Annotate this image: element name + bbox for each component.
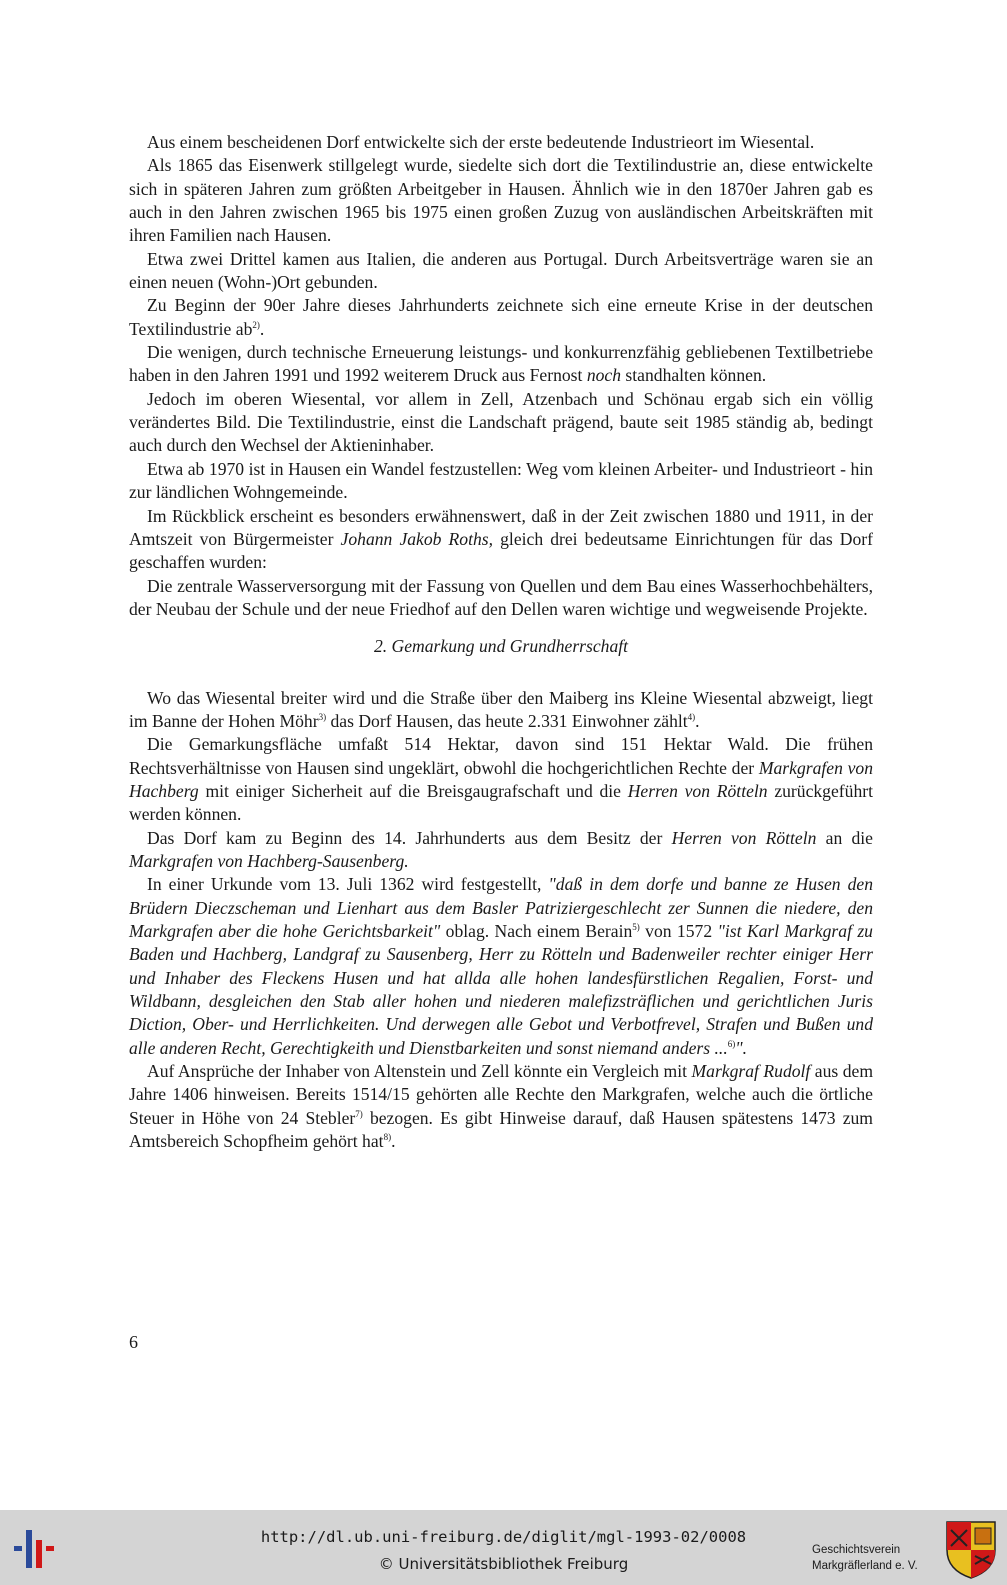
- permalink-url[interactable]: http://dl.ub.uni-freiburg.de/diglit/mgl-1993-02/0008: [260, 1528, 747, 1546]
- paragraph: Zu Beginn der 90er Jahre dieses Jahrhunderts zeichnete sich eine erneute Krise in der deutschen Textilindustrie $ab^{2)}$.: [129, 295, 873, 339]
- paragraph: Jedoch im oberen Wiesental, vor allem in Zell, Atzenbach und Schönau ergab sich ein völlig verändertes Bild. Die Textilindustrie, einst die Landschaft prägend, baute seit 1985 ständig ab, bedingt auch durch den Wechsel der Aktieninhaber.: [129, 388, 873, 456]
- copyright-notice: © Universitätsbibliothek Freiburg: [378, 1555, 629, 1573]
- coat-of-arms-icon: [945, 1520, 997, 1580]
- paragraph: Etwa ab 1970 ist in Hausen ein Wandel festzustellen: Weg vom kleinen Arbeiter- und Industrieort - hin zur ländlichen Wohngemeinde.: [129, 458, 873, 503]
- footnote-ref: 6): [727, 1038, 736, 1049]
- footnote-ref: 2): [252, 319, 260, 330]
- footnote-ref: 8): [383, 1132, 392, 1143]
- paragraph: Auf Ansprüche der Inhaber von Altenstein und Zell könnte ein Vergleich mit Markgraf Rudolf aus dem Jahre 1406 hinweisen. Bereits 1514/15 gehörten alle Rechte den Markgrafen, welche auch die örtliche Steuer in Höhe von 24 Stebler$^{7)}$ bezogen. Es gibt Hinweise darauf, daß Hausen spätestens 1473 zum Amtsbereich Schopfheim gehört hat$^{8)}$.: [129, 1061, 874, 1152]
- viewer-footer: [0, 1510, 1007, 1585]
- paragraph: Aus einem bescheidenen Dorf entwickelte sich der erste bedeutende Industrieort im Wiesental.: [147, 132, 815, 152]
- footnote-ref: 7): [355, 1108, 363, 1119]
- page-number: 6: [129, 1332, 138, 1352]
- paragraph: Die Gemarkungsfläche umfaßt 514 Hektar, davon sind 151 Hektar Wald. Die frühen Rechtsverhältnisse von Hausen sind ungeklärt, obwohl die hochgerichtlichen Rechte der Markgrafen von Hachberg mit einiger Sicherheit auf die Breisgaugrafschaft und die Herren von Rötteln zurückgeführt werden können.: [129, 734, 873, 825]
- paragraph: Die wenigen, durch technische Erneuerung leistungs- und konkurrenzfähig gebliebenen Textilbetriebe haben in den Jahren 1991 und 1992 weiterem Druck aus Fernost noch standhalten können.: [129, 342, 873, 386]
- section-heading: 2. Gemarkung und Grundherrschaft: [373, 636, 629, 657]
- paragraph: Im Rückblick erscheint es besonders erwähnenswert, daß in der Zeit zwischen 1880 und 1911, in der Amtszeit von Bürgermeister Johann Jakob Roths, gleich drei bedeutsame Einrichtungen für das Dorf geschaffen wurden:: [129, 505, 873, 573]
- society-name: Geschichtsverein Markgräflerland e. V.: [812, 1544, 918, 1572]
- footnote-ref: 4): [687, 711, 696, 722]
- paragraph: In einer Urkunde vom 13. Juli 1362 wird festgestellt, "daß in dem dorfe und banne ze Husen den Brüdern Dieczscheman und Lienhart aus dem Basler Patriziergeschlecht zer Sunnen die niedere, den Markgrafen aber die hohe Gerichtsbarkeit" oblag. Nach einem Berain$^{5)}$ von 1572 "ist Karl Markgraf zu Baden und Hachberg, Landgraf zu Sausenberg, Herr zu Rötteln und Badenweiler rechter einiger Herr und Inhaber des Fleckens Husen und hat allda alle hohen landesfürstlichen Regalien, Forst- und Wildbann, desgleichen den Stab aller hohen und niederen malefizsträflichen und gerichtlichen Juris Diction, Ober- und Herrlichkeiten. Und derwegen alle Gebot und Verbotfrevel, Strafen und Bußen und alle anderen Recht, Gerechtigkeith und Dienstbarkeiten und sonst niemand anders ...$^{6)}$".: [129, 874, 873, 1058]
- paragraph: Das Dorf kam zu Beginn des 14. Jahrhunderts aus dem Besitz der Herren von Rötteln an die Markgrafen von Hachberg-Sausenberg.: [129, 827, 873, 871]
- paragraph: Wo das Wiesental breiter wird und die Straße über den Maiberg ins Kleine Wiesental abzweigt, liegt im Banne der Hohen Möhr$^{3)}$ das Dorf Hausen, das heute 2.331 Einwohner zählt$^{4)}$.: [129, 687, 873, 731]
- paragraph: Etwa zwei Drittel kamen aus Italien, die anderen aus Portugal. Durch Arbeitsverträge waren sie an einen neuen (Wohn-)Ort gebunden.: [129, 248, 873, 293]
- paragraph: Die zentrale Wasserversorgung mit der Fassung von Quellen und dem Bau eines Wasserhochbehälters, der Neubau der Schule und der neue Friedhof auf den Dellen waren wichtige und wegweisende Projekte.: [129, 575, 873, 619]
- footnote-ref: 5): [632, 922, 640, 932]
- footnote-ref: 3): [318, 711, 327, 722]
- paragraph: Als 1865 das Eisenwerk stillgelegt wurde, siedelte sich dort die Textilindustrie an, diese entwickelte sich in späteren Jahren zum größten Arbeitgeber in Hausen. Ähnlich wie in den 1870er Jahren gab es auch in den Jahren zwischen 1965 bis 1975 einen großen Zuzug von ausländischen Arbeitskräften mit ihren Familien nach Hausen.: [129, 155, 873, 246]
- body-text: [129, 131, 873, 1153]
